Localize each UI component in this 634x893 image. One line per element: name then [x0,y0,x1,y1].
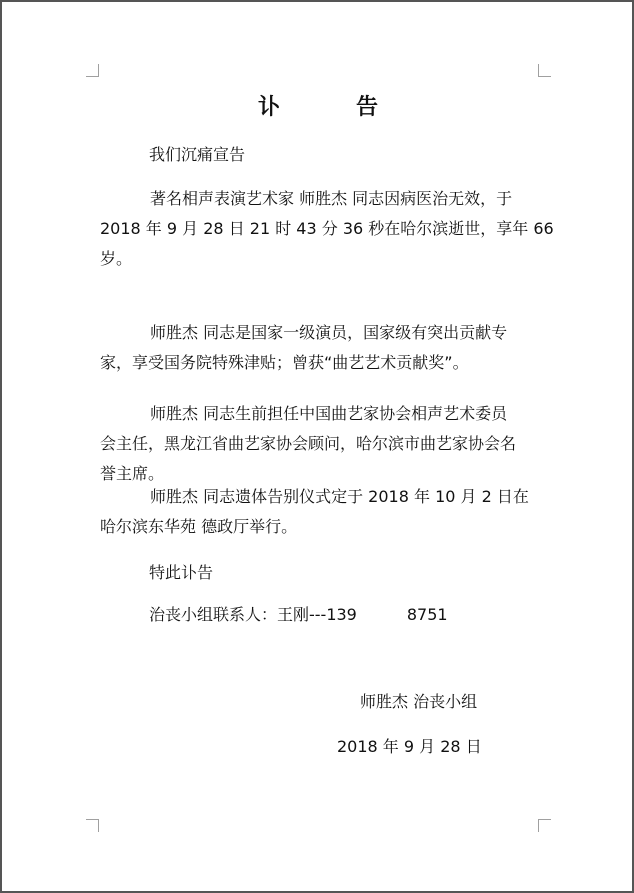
title-char-1: 讣 [258,95,281,120]
paragraph-1 [100,184,554,274]
paragraph-3-line-2: 会主任，黑龙江省曲艺家协会顾问，哈尔滨市曲艺家协会名 [100,434,517,453]
greeting: 我们沉痛宣告 [149,145,246,164]
contact-label: 治丧小组联系人：王刚---139 [149,605,357,624]
signature-date: 2018 年 9 月 28 日 [337,737,482,756]
paragraph-1-line-2: 2018 年 9 月 28 日 21 时 43 分 36 秒在哈尔滨逝世，享年 66 [100,219,554,238]
paragraph-2-line-1: 师胜杰 同志是国家一级演员，国家级有突出贡献专 [150,323,508,342]
paragraph-1-line-3: 岁。 [100,249,133,268]
title-char-2: 告 [355,95,378,120]
signature-org: 师胜杰 治丧小组 [360,692,478,711]
contact-line [149,600,448,630]
paragraph-3-line-3: 誉主席。 [100,464,165,483]
document-title [258,90,378,121]
margin-mark-bottom-left [86,819,99,832]
paragraph-4 [100,482,529,542]
paragraph-2 [100,318,507,378]
paragraph-1-line-1: 著名相声表演艺术家 师胜杰 同志因病医治无效，于 [150,189,513,208]
margin-mark-bottom-right [538,819,551,832]
contact-number-tail: 8751 [406,605,448,624]
margin-mark-top-right [538,64,551,77]
notice-text: 特此讣告 [149,563,214,582]
paragraph-3-line-1: 师胜杰 同志生前担任中国曲艺家协会相声艺术委员 [150,404,508,423]
margin-mark-top-left [86,64,99,77]
paragraph-3 [100,399,516,489]
paragraph-4-line-2: 哈尔滨东华苑 德政厅举行。 [100,517,298,536]
paragraph-4-line-1: 师胜杰 同志遗体告别仪式定于 2018 年 10 月 2 日在 [150,487,529,506]
paragraph-2-line-2: 家，享受国务院特殊津贴；曾获“曲艺艺术贡献奖”。 [100,353,469,372]
